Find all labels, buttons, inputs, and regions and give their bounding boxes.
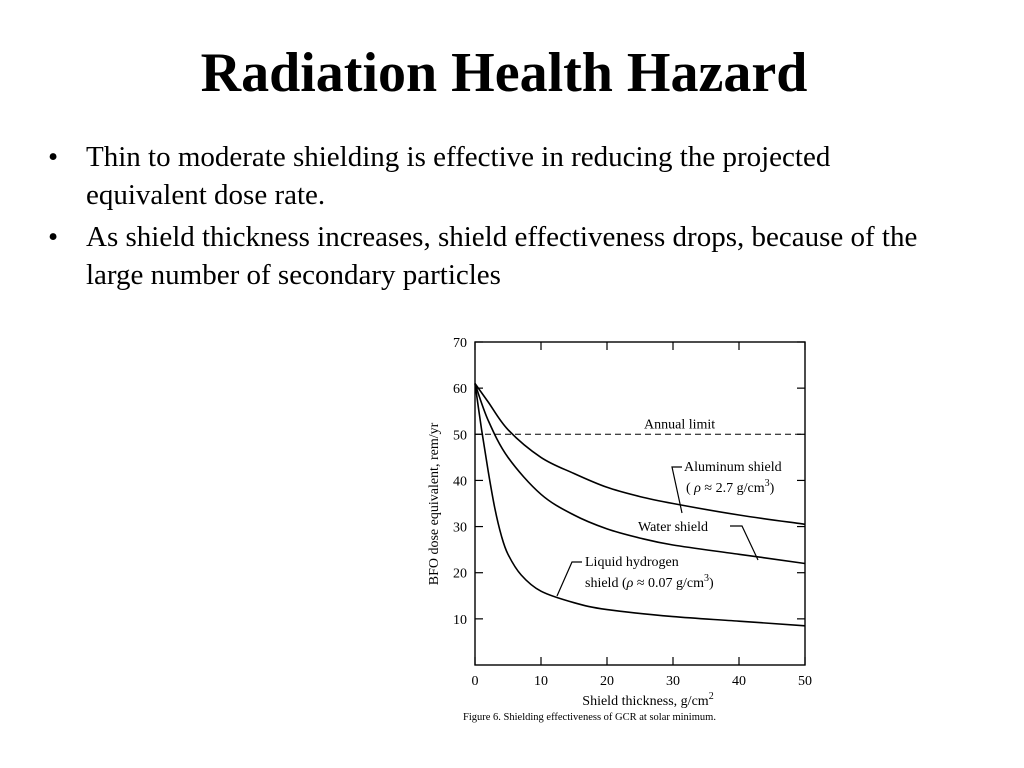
figure-caption: Figure 6. Shielding effectiveness of GCR at solar minimum. <box>463 712 716 723</box>
y-axis-label: BFO dose equivalent, rem/yr <box>427 422 442 586</box>
y-tick-label: 50 <box>453 428 467 444</box>
y-tick-label: 10 <box>453 612 467 628</box>
x-tick-label: 40 <box>732 674 746 689</box>
x-axis-label-sup: 2 <box>708 691 714 702</box>
hydrogen-leader-line <box>557 562 582 596</box>
aluminum-shield-density-sup: 3 <box>764 478 770 489</box>
aluminum-shield-density-post: ) <box>769 481 775 496</box>
bullet-glyph: • <box>48 141 59 173</box>
plot-frame <box>475 342 805 665</box>
aluminum-shield-density-pre: ( <box>686 481 695 496</box>
slide-title: Radiation Health Hazard <box>200 42 808 104</box>
annual-limit-label: Annual limit <box>644 417 716 433</box>
axis-ticks <box>475 342 805 665</box>
aluminum-shield-density-rho: ρ <box>694 481 701 496</box>
x-tick-label: 10 <box>534 674 548 689</box>
liquid-hydrogen-density-rho: ρ <box>626 576 634 591</box>
liquid-hydrogen-density-label <box>585 573 714 591</box>
x-axis-label <box>582 691 713 709</box>
y-tick-label: 70 <box>453 336 467 351</box>
aluminum-shield-density-label <box>686 478 775 496</box>
x-tick-label: 20 <box>600 674 614 689</box>
x-tick-label: 50 <box>798 674 812 689</box>
liquid-hydrogen-density-post: ) <box>709 576 714 591</box>
bullet-item <box>48 218 928 294</box>
aluminum-leader-line <box>672 467 682 513</box>
bullet-text: Thin to moderate shielding is effective in reducing the projected equivalent dose rate. <box>86 141 831 211</box>
liquid-hydrogen-density-value: ≈ 0.07 g/cm <box>633 576 705 591</box>
aluminum-shield-curve <box>475 384 805 525</box>
x-tick-label: 30 <box>666 674 680 689</box>
y-tick-label: 30 <box>453 520 467 536</box>
aluminum-shield-density-value: ≈ 2.7 g/cm <box>700 481 765 496</box>
y-tick-label: 40 <box>453 474 467 490</box>
y-tick-label: 20 <box>453 566 467 582</box>
bullet-item <box>48 138 928 214</box>
liquid-hydrogen-density-pre: shield ( <box>585 576 627 591</box>
bullet-text: As shield thickness increases, shield effectiveness drops, because of the large number of secondary particles <box>86 221 918 291</box>
y-tick-label: 60 <box>453 382 467 398</box>
aluminum-shield-label: Aluminum shield <box>684 460 782 475</box>
x-axis-label-text: Shield thickness, g/cm <box>582 694 709 709</box>
axis-tick-labels <box>453 336 812 689</box>
annual-limit-group <box>475 417 805 434</box>
liquid-hydrogen-label: Liquid hydrogen <box>585 555 679 570</box>
liquid-hydrogen-density-sup: 3 <box>704 573 710 584</box>
shielding-chart <box>420 330 840 730</box>
bullet-list <box>48 138 928 298</box>
water-shield-label: Water shield <box>638 520 709 535</box>
bullet-glyph: • <box>48 221 59 253</box>
x-tick-label: 0 <box>471 674 479 689</box>
chart-frame-group <box>475 342 805 665</box>
